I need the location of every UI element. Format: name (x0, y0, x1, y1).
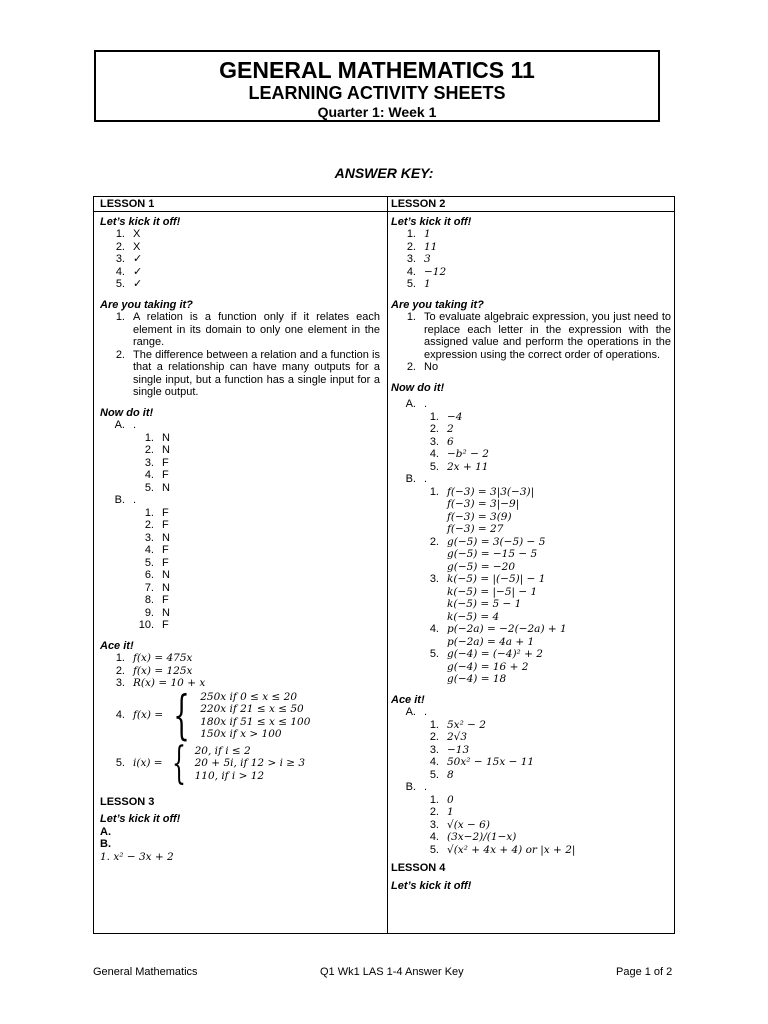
list-item: 4. F (144, 544, 169, 556)
list-item: 5. N (144, 481, 170, 494)
list-item: 1. X (115, 228, 141, 240)
list-item: 3. k(−5) = |(−5)| − 1 (429, 573, 546, 585)
list-item: f(−3) = 3(9) (447, 510, 512, 523)
part-b-label: B. . (405, 473, 428, 485)
list-item: 3. N (144, 531, 170, 544)
list-item: 4. (3x−2)/(1−x) (429, 831, 517, 843)
lesson1-ace-title: Ace it! (100, 639, 134, 652)
list-item: g(−5) = −20 (447, 560, 516, 573)
list-item: 7. N (144, 581, 170, 594)
list-item: k(−5) = 4 (447, 610, 500, 623)
list-item: 2. f(x) = 125x (115, 664, 193, 677)
part-a-label: A. . (114, 419, 137, 431)
lesson1-ace-list (100, 652, 380, 690)
list-item: 1. f(−3) = 3|3(−3)| (429, 485, 535, 498)
lesson4-title: LESSON 4 (391, 862, 446, 874)
list-item: 2. The difference between a relation and a function is that a relationship can have many outputs for a single input, but a function has a single input for a single output. (115, 348, 380, 398)
list-item: 5. 2x + 11 (429, 460, 489, 473)
quarter-label: Quarter 1: Week 1 (317, 104, 437, 120)
list-item: 1. A relation is a function only if it relates each element in its domain to only one element in the range. (115, 311, 380, 348)
list-item: 2. X (115, 240, 141, 253)
list-item: 3. 6 (429, 435, 454, 448)
title-box (94, 50, 660, 122)
list-item: 1. F (144, 506, 169, 519)
left-column (100, 198, 380, 863)
column-divider (387, 196, 388, 934)
lesson1-kick-list (100, 228, 380, 291)
piecewise-f: 4. f(x) = { 250x if 0 ≤ x ≤ 20 220x if 21 ≤ x ≤ 50 180x if 51 ≤ x ≤ 100 150x if x > 100 (115, 685, 311, 746)
lesson2-kick-list (391, 228, 671, 291)
list-item: 1. N (144, 431, 170, 444)
lesson1-now-a-list (100, 432, 380, 495)
piecewise-case: 20, if i ≤ 2 (194, 744, 251, 757)
list-item: 1. 0 (429, 793, 454, 806)
list-item: 5. 8 (429, 768, 454, 781)
list-item: 2. 2√3 (429, 731, 468, 743)
piecewise-case: 150x if x > 100 (200, 728, 282, 740)
lesson3-title: LESSON 3 (100, 795, 155, 808)
list-item: g(−4) = 18 (447, 673, 507, 685)
list-item: 3. R(x) = 10 + x (115, 677, 206, 689)
piecewise-case: 250x if 0 ≤ x ≤ 20 (200, 690, 298, 703)
list-item: 10. F (138, 619, 169, 631)
list-item: 3. √(x − 6) (429, 818, 490, 831)
piecewise-case: 180x if 51 ≤ x ≤ 100 (200, 715, 311, 728)
list-item: 1. 5x² − 2 (429, 718, 486, 731)
list-item: 2. No (406, 361, 439, 373)
list-item: p(−2a) = 4a + 1 (447, 635, 535, 648)
part-a-label: A. . (405, 398, 428, 410)
list-item: 5. F (144, 556, 169, 569)
list-item: 3. ✓ (115, 253, 143, 265)
part-b-label: B. . (405, 781, 428, 793)
lesson1-now-b-list (100, 507, 380, 632)
list-item: 3. F (144, 456, 169, 469)
part-b-label: B. . (114, 494, 137, 506)
lesson3-kick-title: Let’s kick it off! (100, 813, 181, 825)
list-item: 3. −13 (429, 743, 470, 756)
list-item: 1. To evaluate algebraic expression, you just need to replace each letter in the expression with the assigned value and perform the operations in the expression using the correct order of operations. (406, 311, 671, 361)
list-item: 1. f(x) = 475x (115, 652, 193, 664)
lesson2-ace-a-list (391, 719, 671, 782)
lesson3-b-label: B. (100, 838, 111, 850)
list-item: 3. 3 (406, 253, 431, 265)
lesson2-taking-title: Are you taking it? (391, 298, 484, 311)
lesson2-now-b-list (391, 486, 671, 686)
list-item: 5. √(x² + 4x + 4) or |x + 2| (429, 843, 576, 856)
footer-left: General Mathematics (93, 966, 198, 978)
list-item: 2. F (144, 519, 169, 531)
lesson1-taking-title: Are you taking it? (100, 298, 193, 311)
lesson3-a-label: A. (100, 825, 111, 838)
list-item: f(−3) = 27 (447, 523, 504, 535)
list-item: k(−5) = 5 − 1 (447, 598, 522, 610)
list-item: g(−5) = −15 − 5 (447, 548, 538, 560)
list-item: 6. N (144, 569, 170, 581)
list-item: k(−5) = |−5| − 1 (447, 585, 538, 598)
piecewise-case: 20 + 5i, if 12 > i ≥ 3 (194, 757, 306, 770)
footer-page: Page 1 of 2 (616, 966, 673, 978)
list-item: 2. N (144, 444, 170, 456)
right-column (391, 198, 671, 892)
list-item: 4. p(−2a) = −2(−2a) + 1 (429, 623, 567, 635)
list-item: g(−4) = 16 + 2 (447, 660, 529, 673)
list-item: 4. −12 (406, 265, 447, 278)
document-subtitle: LEARNING ACTIVITY SHEETS (248, 83, 506, 103)
list-item: 2. 1 (429, 806, 454, 818)
lesson2-ace-b-list (391, 794, 671, 857)
list-item: 5. g(−4) = (−4)² + 2 (429, 648, 543, 660)
lesson1-now-title: Now do it! (100, 406, 154, 419)
list-item: 2. 11 (406, 240, 438, 253)
list-item: 5. 1 (406, 278, 431, 290)
list-item: 4. ✓ (115, 265, 143, 278)
lesson1-kick-title: Let’s kick it off! (100, 215, 181, 228)
list-item: f(−3) = 3|−9| (447, 498, 520, 510)
list-item: 2. 2 (429, 423, 454, 435)
piecewise-case: 110, if i > 12 (194, 769, 265, 782)
answer-key-heading: ANSWER KEY: (334, 165, 434, 181)
part-a-label: A. . (405, 706, 428, 718)
lesson4-kick-title: Let’s kick it off! (391, 879, 472, 892)
list-item: 1. 1 (406, 228, 431, 240)
brace-icon: { (173, 685, 190, 746)
lesson2-kick-title: Let’s kick it off! (391, 215, 472, 228)
lesson2-title: LESSON 2 (391, 198, 446, 210)
list-item: 8. F (144, 594, 169, 606)
lesson2-now-title: Now do it! (391, 381, 445, 394)
document-title: GENERAL MATHEMATICS 11 (219, 57, 535, 83)
list-item: 4. F (144, 469, 169, 481)
lesson1-title: LESSON 1 (100, 198, 155, 210)
list-item: 9. N (144, 606, 170, 619)
brace-icon: { (171, 737, 186, 789)
footer-center: Q1 Wk1 LAS 1-4 Answer Key (320, 966, 464, 978)
piecewise-case: 220x if 21 ≤ x ≤ 50 (200, 703, 304, 715)
list-item: 4. 50x² − 15x − 11 (429, 756, 535, 768)
list-item: 5. ✓ (115, 278, 143, 290)
lesson2-ace-title: Ace it! (391, 693, 425, 706)
list-item: 1. −4 (429, 410, 463, 423)
lesson3-b-item: 1. x² − 3x + 2 (100, 850, 174, 863)
piecewise-i: 5. i(x) = { 20, if i ≤ 2 20 + 5i, if 12 > i ≥ 3 110, if i > 12 (115, 737, 306, 789)
list-item: 4. −b² − 2 (429, 448, 489, 460)
lesson2-now-a-list (391, 411, 671, 474)
list-item: 2. g(−5) = 3(−5) − 5 (429, 535, 546, 548)
